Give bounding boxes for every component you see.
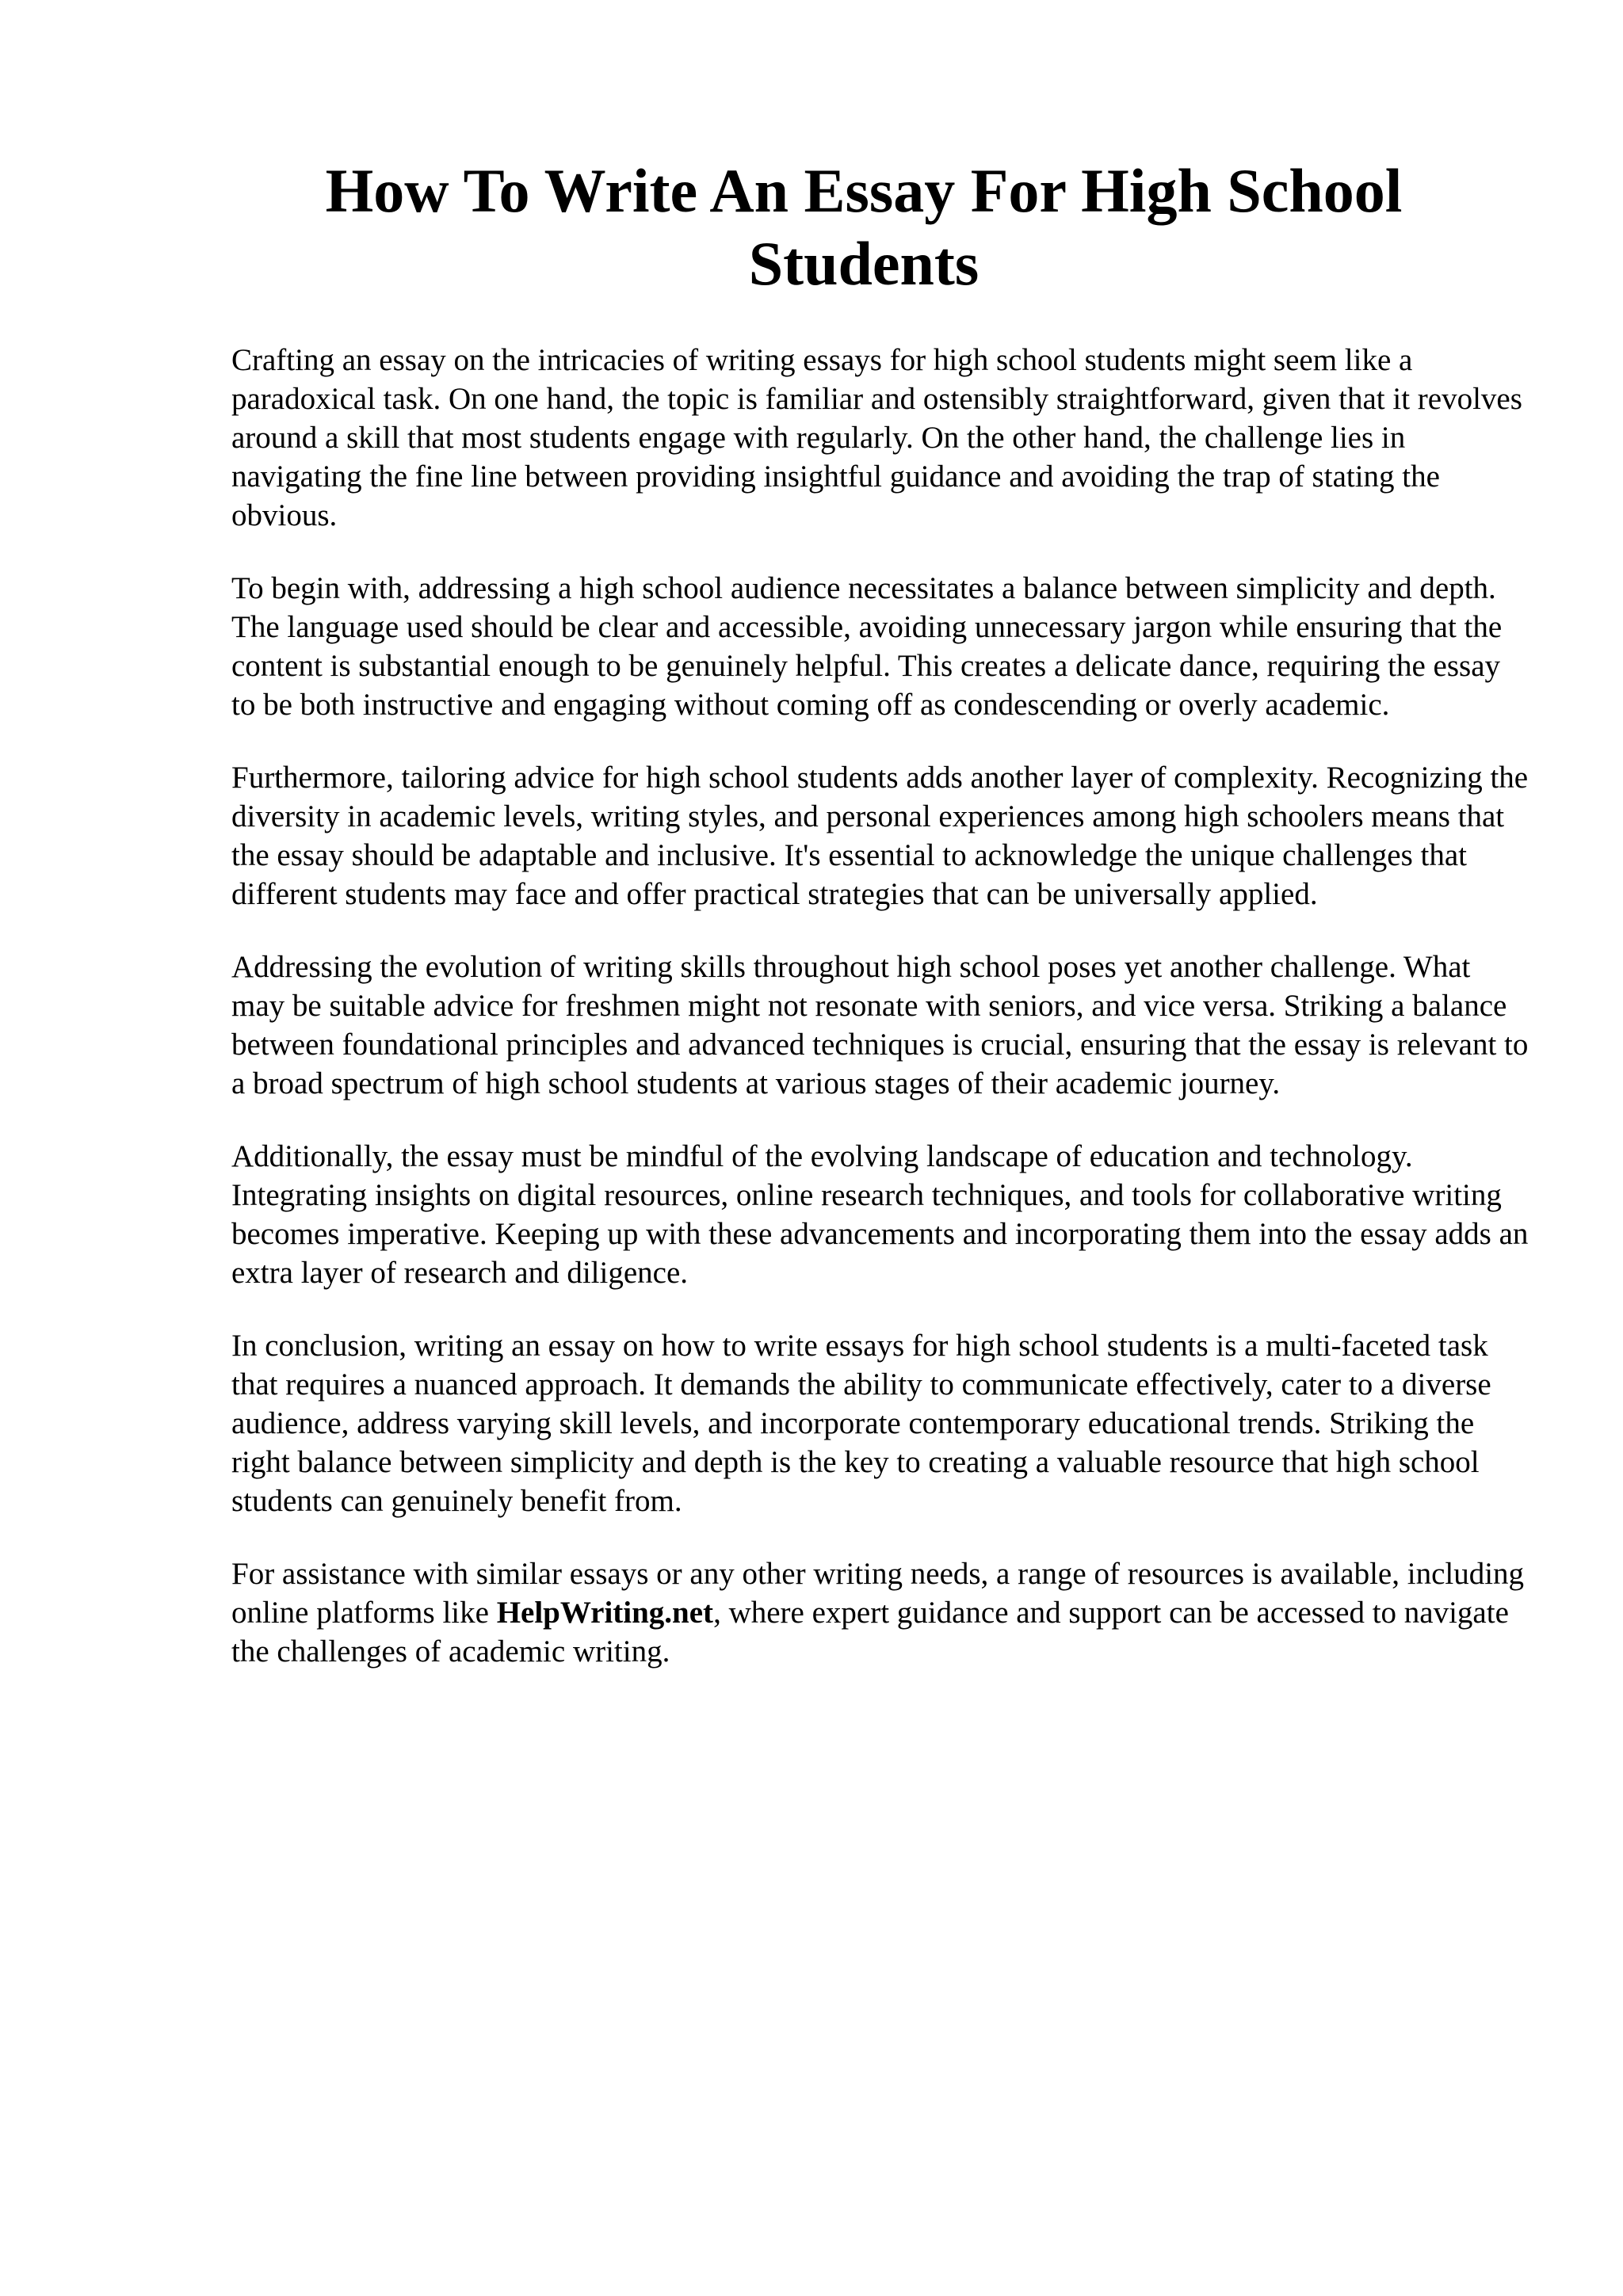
document-body bbox=[231, 341, 1531, 1705]
paragraph-tailoring: Furthermore, tailoring advice for high school students adds another layer of complexity. Recognizing the diversity in academic levels, writing styles, and personal experiences among high schoolers means that the essay should be adaptable and inclusive. It's essential to acknowledge the unique challenges that different students may face and offer practical strategies that can be universally applied. bbox=[231, 761, 1529, 911]
helpwriting-link[interactable]: HelpWriting.net bbox=[496, 1596, 714, 1630]
closing-text-before: For assistance with similar essays or any other writing needs, a range of resources is available, including online platforms like bbox=[231, 1557, 1525, 1630]
paragraph-crafting: Crafting an essay on the intricacies of writing essays for high school students might seem like a paradoxical task. On one hand, the topic is familiar and ostensibly straightforward, given that it revolves around a skill that most students engage with regularly. On the other hand, the challenge lies in navigating the fine line between providing insightful guidance and avoiding the trap of stating the obvious. bbox=[231, 343, 1522, 532]
closing-text-after: , where expert guidance and support can be accessed to navigate the challenges of academic writing. bbox=[231, 1596, 1509, 1669]
paragraph-evolution: Addressing the evolution of writing skills throughout high school poses yet another challenge. What may be suitable advice for freshmen might not resonate with seniors, and vice versa. Striking a balance between foundational principles and advanced techniques is crucial, ensuring that the essay is relevant to a broad spectrum of high school students at various stages of their academic journey. bbox=[231, 950, 1529, 1100]
document-title: How To Write An Essay For High School Students bbox=[325, 156, 1403, 298]
paragraph-audience: To begin with, addressing a high school audience necessitates a balance between simplicity and depth. The language used should be clear and accessible, avoiding unnecessary jargon while ensuring that the content is substantial enough to be genuinely helpful. This creates a delicate dance, requiring the essay to be both instructive and engaging without coming off as condescending or overly academic. bbox=[231, 571, 1503, 722]
paragraph-technology: Additionally, the essay must be mindful of the evolving landscape of education and technology. Integrating insights on digital resources, online research techniques, and tools for collaborative writing becomes imperative. Keeping up with these advancements and incorporating them into the essay adds an extra layer of research and diligence. bbox=[231, 1139, 1529, 1290]
paragraph-closing bbox=[231, 1554, 1531, 1671]
paragraph-conclusion: In conclusion, writing an essay on how to write essays for high school students is a multi-faceted task that requires a nuanced approach. It demands the ability to communicate effectively, cater to a diverse audience, address varying skill levels, and incorporate contemporary educational trends. Striking the right balance between simplicity and depth is the key to creating a valuable resource that high school students can genuinely benefit from. bbox=[231, 1329, 1491, 1518]
